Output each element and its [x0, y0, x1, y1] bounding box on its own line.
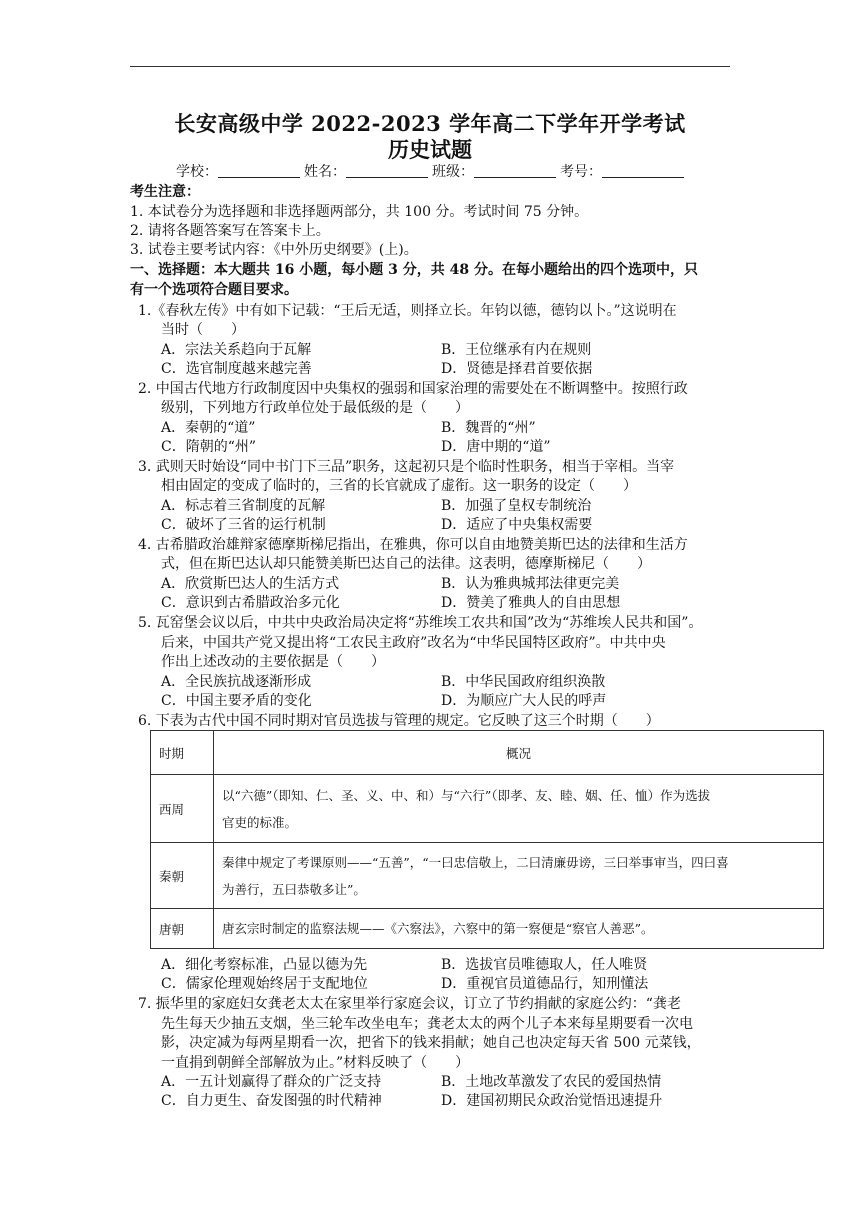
question-7-text: 7. 振华里的家庭妇女龚老太太在家里举行家庭会议，订立了节约捐献的家庭公约：“龚老 — [138, 996, 681, 1012]
table-cell-summary — [214, 909, 824, 949]
option-1c[interactable]: C．选官制度越来越完善 — [161, 361, 312, 377]
question-2-text: 2. 中国古代地方行政制度因中央集权的强弱和国家治理的需要处在不断调整中。按照行政 — [138, 381, 688, 397]
option-4d[interactable]: D．赞美了雅典人的自由思想 — [441, 595, 621, 611]
option-5a[interactable]: A．全民族抗战逐渐形成 — [161, 674, 312, 690]
name-blank[interactable] — [346, 163, 428, 178]
section-heading-cont: 有一个选项符合题目要求。 — [130, 282, 298, 298]
option-5b[interactable]: B．中华民国政府组织涣散 — [441, 674, 606, 690]
option-2d[interactable]: D．唐中期的“道” — [441, 439, 551, 455]
table-cell-period: 秦朝 — [151, 843, 214, 909]
question-4-text: 4. 古希腊政治雄辩家德摩斯梯尼指出，在雅典，你可以自由地赞美斯巴达的法律和生活方 — [138, 537, 688, 553]
question-3-text: 相由固定的变成了临时的，三省的长官就成了虚衔。这一职务的设定（ ） — [161, 478, 637, 494]
table-header-row — [151, 731, 824, 775]
school-blank[interactable] — [218, 163, 300, 178]
table-row — [151, 775, 824, 843]
question-2-text: 级别，下列地方行政单位处于最低级的是（ ） — [161, 400, 469, 416]
option-1a[interactable]: A．宗法关系趋向于瓦解 — [161, 342, 312, 358]
question-5-text: 后来，中国共产党又提出将“工农民主政府”改名为“中华民国特区政府”。中共中央 — [161, 635, 666, 651]
table-header-period: 时期 — [151, 731, 214, 775]
option-4a[interactable]: A．欣赏斯巴达人的生活方式 — [161, 576, 340, 592]
question-7-text: 先生每天少抽五支烟，坐三轮车改坐电车；龚老太太的两个儿子本来每星期要看一次电 — [161, 1016, 693, 1032]
table-cell-period: 唐朝 — [151, 909, 214, 949]
table-cell-line: 为善行，五曰恭敬多让”。 — [222, 881, 366, 897]
option-3b[interactable]: B．加强了皇权专制统治 — [441, 498, 592, 514]
header-rule — [130, 66, 730, 67]
notes-heading: 考生注意： — [130, 184, 200, 200]
question-3-text: 3. 武则天时始设“同中书门下三品”职务，这起初只是个临时性职务，相当于宰相。当宰 — [138, 459, 675, 475]
option-6c[interactable]: C．儒家伦理观始终居于支配地位 — [161, 976, 368, 992]
question-1-text: 当时（ ） — [161, 322, 245, 338]
table-header-summary: 概况 — [214, 731, 824, 775]
question-6-text: 6. 下表为古代中国不同时期对官员选拔与管理的规定。它反映了这三个时期（ ） — [138, 713, 660, 729]
table-cell-summary — [214, 775, 824, 843]
note-item: 3. 试卷主要考试内容：《中外历史纲要》(上)。 — [130, 242, 418, 258]
option-7a[interactable]: A．一五计划赢得了群众的广泛支持 — [161, 1074, 382, 1090]
option-3d[interactable]: D．适应了中央集权需要 — [441, 517, 593, 533]
option-6b[interactable]: B．选拔官员唯德取人，任人唯贤 — [441, 957, 648, 973]
number-blank[interactable] — [602, 163, 684, 178]
table-cell-line: 秦律中规定了考课原则——“五善”，“一曰忠信敬上，二曰清廉毋谤，三曰举事审当，四曰喜 — [222, 854, 729, 870]
table-cell-line: 官吏的标准。 — [222, 814, 298, 830]
option-2b[interactable]: B．魏晋的“州” — [441, 420, 536, 436]
school-label: 学校： — [176, 164, 218, 180]
exam-subtitle: 历史试题 — [388, 137, 472, 162]
option-2a[interactable]: A．秦朝的“道” — [161, 420, 256, 436]
table-cell-line: 唐玄宗时制定的监察法规——《六察法》，六察中的第一察便是“察官人善恶”。 — [222, 921, 654, 936]
name-label: 姓名： — [304, 164, 346, 180]
note-item: 1. 本试卷分为选择题和非选择题两部分，共 100 分。考试时间 75 分钟。 — [130, 204, 589, 220]
option-5c[interactable]: C．中国主要矛盾的变化 — [161, 693, 312, 709]
question-1-text: 1.《春秋左传》中有如下记载：“王后无适，则择立长。年钧以德，德钧以卜。”这说明在 — [138, 303, 677, 319]
question-5-text: 5. 瓦窑堡会议以后，中共中央政治局决定将“苏维埃工农共和国”改为“苏维埃人民共和国”。 — [138, 615, 703, 631]
section-heading: 一、选择题：本大题共 16 小题，每小题 3 分，共 48 分。在每小题给出的四个选项中，只 — [130, 262, 698, 278]
question-7-text: 影，决定减为每两星期看一次，把省下的钱来捐献；她自己也决定每天省 500 元菜钱， — [161, 1035, 701, 1051]
option-6a[interactable]: A．细化考察标准，凸显以德为先 — [161, 957, 368, 973]
number-label: 考号： — [560, 164, 602, 180]
option-2c[interactable]: C．隋朝的“州” — [161, 439, 257, 455]
option-7b[interactable]: B．土地改革激发了农民的爱国热情 — [441, 1074, 662, 1090]
option-7c[interactable]: C．自力更生、奋发图强的时代精神 — [161, 1093, 382, 1109]
question-4-text: 式，但在斯巴达认却只能赞美斯巴达自己的法律。这表明，德摩斯梯尼（ ） — [161, 556, 651, 572]
option-5d[interactable]: D．为顺应广大人民的呼声 — [441, 693, 607, 709]
class-blank[interactable] — [474, 163, 556, 178]
note-item: 2. 请将各题答案写在答案卡上。 — [130, 223, 330, 239]
student-info-row — [176, 161, 688, 181]
exam-title: 长安高级中学 2022-2023 学年高二下学年开学考试 — [174, 111, 686, 136]
question-7-text: 一直捐到朝鲜全部解放为止。”材料反映了（ ） — [161, 1055, 470, 1071]
table-cell-period: 西周 — [151, 775, 214, 843]
option-7d[interactable]: D．建国初期民众政治觉悟迅速提升 — [441, 1093, 663, 1109]
option-1d[interactable]: D．贤德是择君首要依据 — [441, 361, 593, 377]
option-3c[interactable]: C．破坏了三省的运行机制 — [161, 517, 326, 533]
class-label: 班级： — [432, 164, 474, 180]
table-cell-summary — [214, 843, 824, 909]
officials-table — [150, 730, 824, 949]
option-1b[interactable]: B．王位继承有内在规则 — [441, 342, 592, 358]
table-row — [151, 909, 824, 949]
option-6d[interactable]: D．重视官员道德品行，知刑懂法 — [441, 976, 649, 992]
option-4c[interactable]: C．意识到古希腊政治多元化 — [161, 595, 340, 611]
option-3a[interactable]: A．标志着三省制度的瓦解 — [161, 498, 326, 514]
table-cell-line: 以“六德”（即知、仁、圣、义、中、和）与“六行”（即孝、友、睦、姻、任、恤）作为选拔 — [222, 787, 711, 803]
table-row — [151, 843, 824, 909]
option-4b[interactable]: B．认为雅典城邦法律更完美 — [441, 576, 620, 592]
question-5-text: 作出上述改动的主要依据是（ ） — [161, 654, 385, 670]
